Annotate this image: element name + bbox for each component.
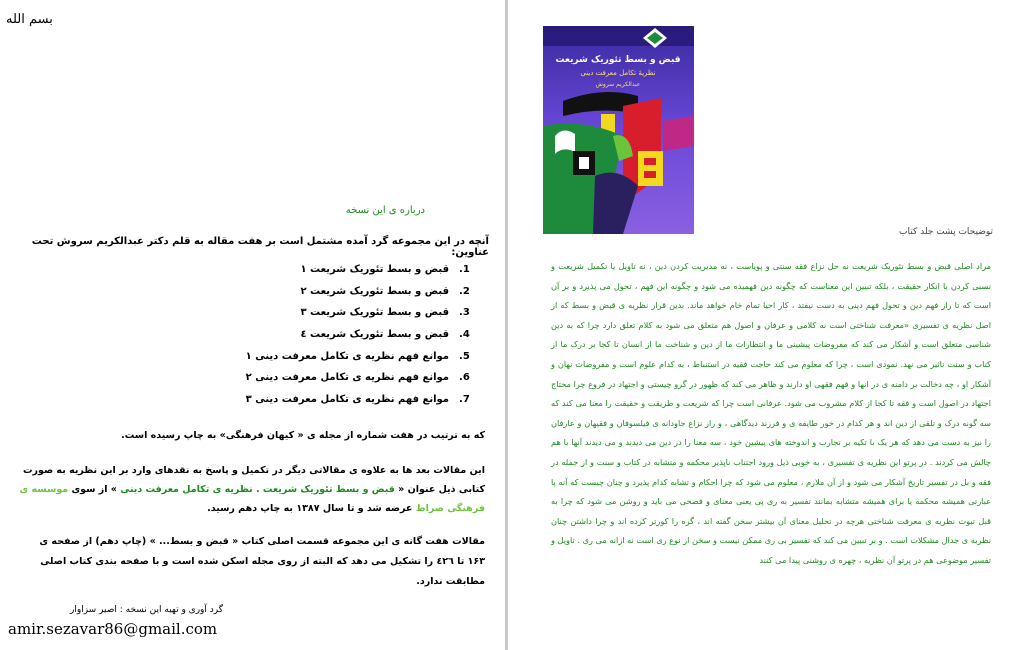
intro-text: آنچه در این مجموعه گرد آمده مشتمل است بر هفت مقاله به قلم دکتر عبدالکریم سروش تحت عناوین:: [31, 236, 489, 258]
list-label: قبض و بسط تئوریک شریعت ۲: [300, 285, 449, 297]
book-cover-image: [543, 26, 694, 234]
book-note-text: » از سوی: [68, 484, 121, 495]
list-item: [246, 329, 470, 351]
right-page: [508, 0, 1013, 650]
list-item: [245, 394, 470, 416]
credit-line: گرد آوری و تهیه این نسخه : اصیر سزاوار: [70, 605, 224, 615]
list-number: 7.: [459, 394, 470, 406]
list-label: موانع فهم نظریه ی تکامل معرفت دینی ۱: [245, 350, 449, 362]
left-page: [0, 0, 505, 650]
list-label: موانع فهم نظریه ی تکامل معرفت دینی ۲: [245, 372, 449, 384]
cover-artwork: [543, 26, 694, 234]
list-label: موانع فهم نظریه ی تکامل معرفت دینی ۳: [245, 394, 449, 406]
list-label: قبض و بسط تئوریک شریعت ۱: [300, 264, 449, 275]
cover-subtitle: نظریهٔ تکامل معرفت دینی: [580, 69, 656, 77]
back-cover-heading: توضیحات پشت جلد کتاب: [899, 227, 993, 237]
publisher-name: موسسه ی فرهنگی صراط: [19, 484, 485, 514]
list-item: [246, 307, 470, 329]
list-item: [245, 372, 470, 394]
article-list: [246, 264, 473, 416]
list-number: 4.: [459, 329, 470, 341]
contact-email[interactable]: amir.sezavar86@gmail.com: [8, 620, 218, 638]
list-number: 1.: [459, 264, 470, 275]
book-note: [19, 461, 485, 518]
list-number: 3.: [459, 307, 470, 319]
publication-note: که به ترتیب در هفت شماره از مجله ی « کیهان فرهنگی» به چاپ رسیده است.: [121, 430, 485, 441]
list-item: [246, 264, 470, 286]
list-label: قبض و بسط تئوریک شریعت ۳: [300, 307, 449, 319]
list-item: [246, 285, 470, 308]
basmala: بسم الله: [6, 12, 53, 27]
list-label: قبض و بسط تئوریک شریعت ٤: [300, 329, 449, 341]
cover-title: قبض و بسط تئوریک شریعت: [555, 55, 681, 65]
list-item: [245, 350, 470, 373]
pages-note: مقالات هفت گانه ی این مجموعه قسمت اصلی کتاب « قبض و بسط... » (چاپ دهم) از صفحه ی ۱۶۳ تا ٤۲٦ را تشکیل می دهد که البته از روی مجله اسکن شده است و با صفحه بندی کتاب اصلی مطابقت ندارد.: [39, 536, 485, 587]
about-heading: درباره ی این نسخه: [345, 205, 425, 216]
list-number: 2.: [459, 285, 470, 297]
book-note-text: عرضه شد و تا سال ۱۳۸۷ به چاپ دهم رسید.: [207, 503, 416, 514]
book-title: قبض و بسط تئوریک شریعت . نظریه ی تکامل معرفت دینی: [120, 484, 395, 495]
list-number: 6.: [459, 372, 470, 384]
book-note-text: این مقالات بعد ها به علاوه ی مقالاتی دیگر در تکمیل و پاسخ به نقدهای وارد بر این نظریه به صورت کتابی ذیل عنوان «: [22, 465, 485, 495]
list-number: 5.: [459, 350, 470, 362]
cover-author: عبدالکریم سروش: [595, 81, 641, 88]
back-cover-text: مراد اصلی قبض و بسط تئوریک شریعت نه حل نزاع فقه سنتی و پویاست ، نه مدیریت کردن دین ، نه تاویل یا تکمیل شریعت و نسبی کردن یا انکار حقیقت ، بلکه تبیین این معناست که چگونه دین فهمیده می شود و چگونه این فهم ، تحول می پذیرد و بر آن است که تا راز فهم دین و تحول فهم دینی به دست نیفتد ، کار احیا تمام خام خواهد ماند. بدین قرار نظریه ی قبض و بسط که از اصل نظریه ی تفسیری «معرفت شناختی است نه کلامی و عرفان و اصول هم متعلق می شود به کلام تعلق دارد چرا که به دین شناسی متعلق است و آشکار می کند که مفروضات پیشینی ما و انتظارات ما از دین و شناخت ما از انسان تا کجا بر درک ما از کتاب و سنت تاثیر می نهد. نمودی است ، چرا که معلوم می کند حاجت فقیه در استنباط ، به کدام علوم است و مفروضات نهان و آشکار او ، چه دخالت بر دامنه ی در انها و فهم فقهی او دارند و ظاهر می کند که ظهور در گرو چیستی و اجتهاد در فروع چرا محتاج اجتهاد در اصول است و فقه تا کجا از کلام مشروب می شود. عرفانی است چرا که شریعت و طریقت و حقیقت را معنا می کند که سه گونه درک و تلقی از دین اند و هر کدام در خور طایفه ی و فرزند دیدگاهی ، و راز نزاع جاودانه ی فیلسوفان و فقیهان و عارفان را نیز به دست می دهد که هر یک با تکیه بر تجارب و اندوخته های پیشین خود ، سه معنا را در دین می دیدند و می دیدند آنها با هم چالش می کردند . در پرتو این نظریه ی تفسیری ، به خوبی ذیل ورود اجتناب ناپذیر محکمه و متشابه در کتاب و سنت و از جمله در فقه و بل در تفسیر تاریخ آشکار می شود و از آن ملازم ، معلوم می شود که چرا احکام و تشابه کدام پذیرد و چنان چیست که آنه پا عبارتی همیشه محکمه یا برای همیشه متشابه بمانند تفسیر به ری پی یعنی معنای و فصحی می باید و روشن می شود که چرا به قبل تبوت نظریه ی معرفت شناختی هرچه در تحلیل معنای آن بیشتر سخن گفته اند ، گره را کورتر کرده اند و چرا داشتن چنان نظریه ی جدال مشکلات است . و بر تبیین می کند که تفسیر بی ری ممکن نیست و سخن از نوع ری است نه ازانه می ری . تاویل و تفسیر موضوعی هم در پرتو آن نظریه ، چهره ی روشنی پیدا می کنند: [551, 261, 991, 565]
